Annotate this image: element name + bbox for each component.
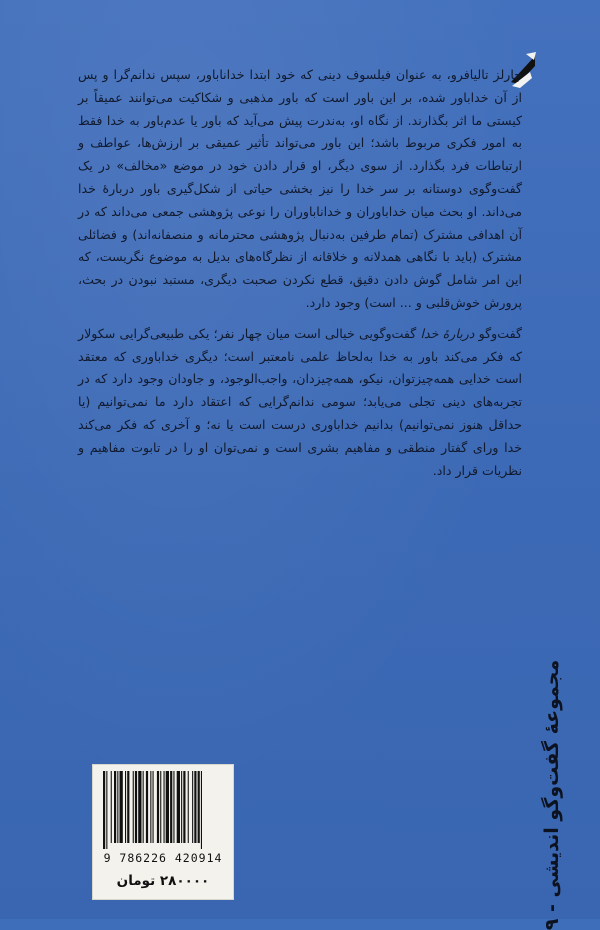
blurb-paragraph-2 (78, 323, 522, 483)
price: ۲۸۰۰۰۰ تومان (116, 873, 210, 889)
blurb-paragraph-1: چارلز تالیافرو، به عنوان فیلسوف دینی که خود ابتدا خداناباور، سپس ندانم‌گرا و پس از آن خداباور شده، بر این باور است که باور مذهبی و شکاکیت می‌توانند عمیقاً بر کیستی ما اثر بگذارند. از نگاه او، به‌ندرت پیش می‌آید که باور یا عدم‌باور به خدا فقط به امور فکری مربوط باشد؛ این باور می‌تواند تأثیر عمیقی بر ارزش‌ها، عواطف و ارتباطات فرد بگذارد. از سوی دیگر، او قرار دادن خود در موضع «مخالف» در یک گفت‌وگوی دوستانه بر سر خدا را نیز بخشی حیاتی از شکل‌گیری باور دربارهٔ خدا می‌داند. او بحث میان خداباوران و خداناباوران را نوعی پژوهشی جمعی می‌داند که در آن اهدافی مشترک (تمام طرفین به‌دنبال پژوهشی محترمانه و منصفانه‌اند) و فضائلی مشترک (باید با نگاهی همدلانه و خلاقانه از نظرگاه‌های بدیل به موضوع نگریست، که این امر شامل گوش دادن دقیق، قطع نکردن صحبت دیگری، مستبد نبودن در بحث، پرورش خوش‌قلبی و ... است) وجود دارد. (78, 67, 522, 310)
series-title-text: مجموعهٔ گفت‌وگو اندیشی - ۹ (541, 659, 564, 930)
isbn-number: 9 786226 420914 (103, 851, 223, 865)
blurb-text (78, 64, 522, 490)
blurb-paragraph-2-lead: گفت‌وگو (478, 325, 522, 341)
blurb-paragraph-2-rest: گفت‌وگویی خیالی است میان چهار نفر؛ یکی طبیعی‌گرایی سکولار که فکر می‌کند باور به خدا به‌لحاظ علمی نامعتبر است؛ دیگری خداباوری که معتقد است خدایی همه‌چیزتوان، نیکو، همه‌چیزدان، واجب‌الوجود، و جاودان وجود دارد که در تجربه‌های دینی تجلی می‌یابد؛ سومی ندانم‌گرایی که اعتقاد دارد ما نمی‌توانیم (یا حداقل هنوز نمی‌توانیم) بدانیم خداباوری درست است یا نه؛ و آخری که فکر می‌کند خدا ورای گفتار منطقی و مفاهیم بشری است و نمی‌توان او را در تابوت مفاهیم و نظریات قرار داد. (78, 325, 522, 478)
barcode-icon (99, 771, 227, 851)
series-title (530, 659, 574, 930)
barcode-label (92, 764, 234, 900)
book-title-italic: دربارهٔ خدا (420, 325, 475, 341)
